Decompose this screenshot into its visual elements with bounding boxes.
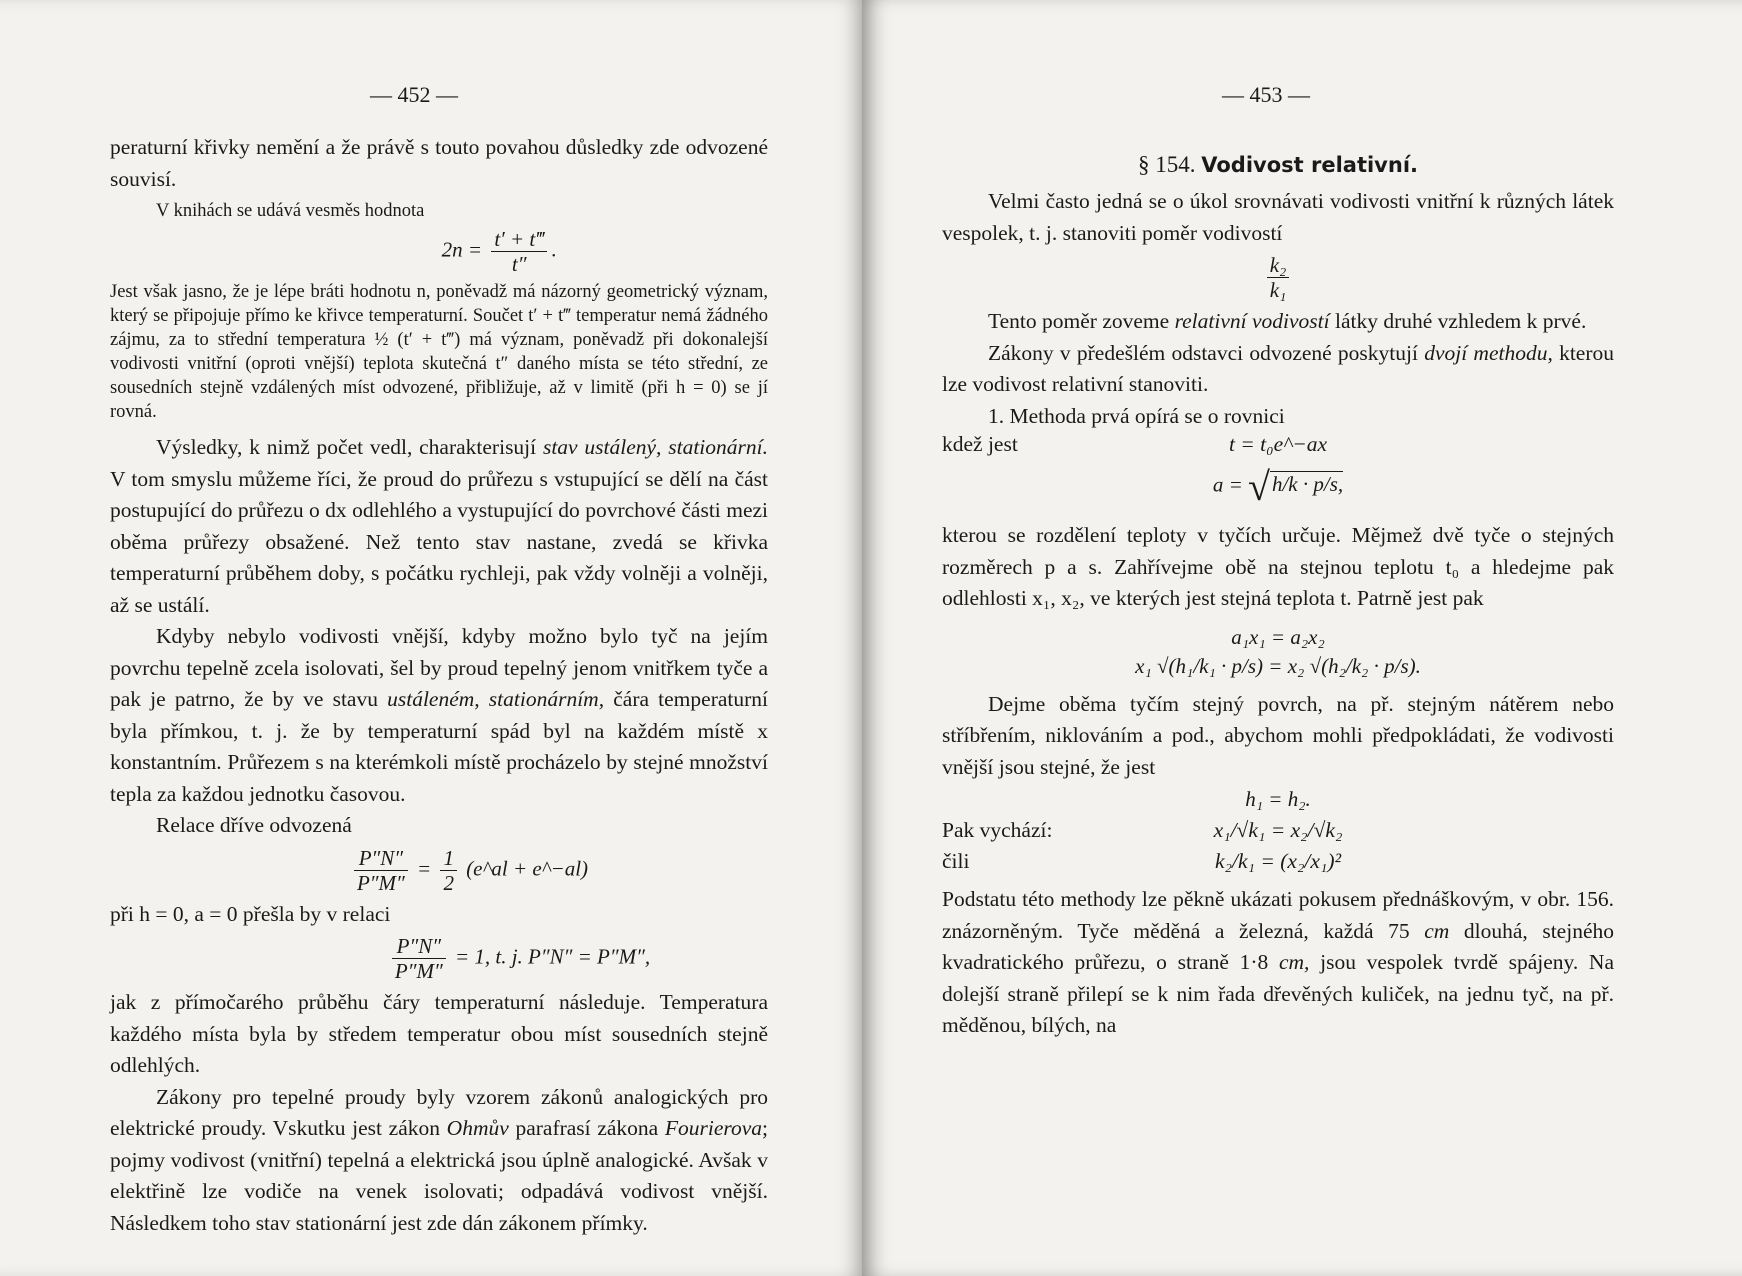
text: ; pojmy vodivost (vnitřní) tepelná a elektrická jsou úplně analogické. Avšak v elektřině lze vodiče na venek isolovati; odpadává vodivost vnější. Následkem toho stav stationární jest zde dán zákonem přímky. — [110, 1116, 768, 1235]
text: Pak vychází: — [942, 818, 1053, 842]
denominator: P″M″ — [356, 870, 405, 895]
paragraph: V knihách se udává vesměs hodnota — [156, 201, 425, 221]
numerator: t′ + t‴ — [491, 227, 547, 252]
numerator: 1 — [440, 846, 457, 871]
text: Zákony pro tepelné proudy byly vzorem zákonů analogických pro elektrické proudy. Vskutku jest zákon — [110, 1084, 768, 1140]
denominator: 2 — [443, 870, 454, 895]
numerator: k₂ — [1267, 253, 1290, 278]
numerator: P″N″ — [392, 934, 446, 959]
radicand: h/k · p/s, — [1271, 472, 1344, 497]
denominator: t″ — [511, 252, 527, 276]
italic-text: ustáleném, stationárním, — [387, 687, 605, 711]
equation — [170, 846, 768, 895]
paragraph: Jest však jasno, že je lépe bráti hodnotu n, poněvadž má názorný geometrický význam, který se připojuje přímo ke křivce temperaturní. Součet t′ + t‴ temperatur nemá žádného zájmu, za to střední temperatura ½ (t′ + t‴) má význam, poněvadž při dokonalejší vodivosti vnitřní (oproti vnější) teplota skutečná t″ daného místa se této střední, ze sousedních stejně vzdálených míst odvozené, přibližuje, až v limitě (při h = 0) se jí rovná. — [110, 282, 768, 422]
equation-rhs: = 1, t. j. P″N″ = P″M″, — [454, 944, 651, 969]
text: jsou vespolek tvrdě spájeny. Na dolejší straně přilepí se k nim řada dřevěných kuliček, na jednu tyč, na př. měděnou, bílých, na — [942, 950, 1614, 1037]
left-page — [0, 0, 862, 1276]
paragraph: Velmi často jedná se o úkol srovnávati vodivosti vnitřní k různých látek vespolek, t. j. stanoviti poměr vodivostí — [942, 189, 1614, 245]
equation-rhs: (e^al + e^−al) — [466, 855, 589, 880]
italic-text: Fourierova — [664, 1116, 763, 1140]
text: parafrasí zákona — [508, 1116, 665, 1140]
text: Výsledky, k nimž počet vedl, charakterisují — [156, 435, 543, 459]
text: kdež jest — [942, 432, 1018, 456]
fraction — [354, 846, 408, 895]
section-number: § 154. — [1138, 152, 1196, 177]
text: V tom smyslu můžeme říci, že proud do průřezu s vstupující se dělí na část postupující do průřezu o dx odlehlého a vystupující do povrchové části mezi oběma průřezy obsažené. Než tento stav nastane, zvedá se křivka temperaturní průběhem doby, s počátku rychleji, pak vždy volněji a volněji, až se ustálí. — [110, 466, 768, 617]
italic-text: dvojí methodu, — [1424, 340, 1553, 365]
text: Tento poměr zoveme — [988, 309, 1175, 333]
equation: k₂/k₁ = (x₂/x₁)² — [1214, 849, 1342, 873]
text: dlouhá, stejného kvadratického průřezu, o straně 1·8 — [942, 918, 1614, 974]
denominator: P″M″ — [394, 959, 443, 983]
equation: 2n = $\frac{t' + t‴}{t''}$ . — [441, 227, 557, 276]
text: Kdyby nebylo vodivosti vnější, kdyby možno bylo tyč na jejím povrchu tepelně zcela isolovati, šel by proud tepelný jenom vnitřkem tyče a pak je patrno, že by ve stavu — [110, 624, 768, 711]
page-number: — 452 — — [370, 82, 458, 107]
numerator: P″N″ — [354, 846, 408, 871]
section-heading — [942, 152, 1614, 178]
text: Zákony v předešlém odstavci odvozené poskytují — [988, 340, 1425, 365]
fraction — [1267, 253, 1290, 302]
right-text-column — [942, 152, 1614, 1042]
equation-row — [942, 818, 1614, 843]
text: čára temperaturní byla přímkou, t. j. že by temperaturní spád byl na každém místě x konstantním. Průřezem s na kterémkoli místě procházelo by stejné množství tepla za každou jednotku časovou. — [110, 687, 769, 806]
paragraph: Dejme oběma tyčím stejný povrch, na př. stejným nátěrem nebo stříbřením, niklováním a pod., abychom mohli předpokládati, že vodivosti vnější jsou stejné, že jest — [942, 691, 1614, 779]
fraction — [440, 846, 457, 895]
page-number: — 453 — — [1222, 82, 1310, 107]
text: čili — [942, 849, 970, 873]
paragraph: peraturní křivky nemění a že právě s touto povahou důsledky zde odvozené souvisí. — [110, 135, 768, 191]
paragraph: při h = 0, a = 0 přešla by v relaci — [110, 901, 391, 926]
text: Podstatu této methody lze pěkně ukázati pokusem přednáškovým, v obr. 156. znázorněným. Tyče měděná a železná, každá 75 — [942, 887, 1614, 943]
paragraph — [942, 338, 1614, 401]
equation: t = t₀e^−ax — [1228, 432, 1328, 456]
paragraph — [110, 432, 768, 621]
italic-text: cm — [1424, 918, 1450, 943]
equation: x₁ √(h₁/k₁ · p/s) = x₂ √(h₂/k₂ · p/s). — [1135, 653, 1421, 678]
equation: a₁x₁ = a₂x₂ — [1231, 624, 1325, 649]
right-page — [862, 0, 1742, 1276]
text: kterou lze vodivost relativní stanoviti. — [942, 340, 1614, 396]
equation: x₁/√k₁ = x₂/√k₂ — [1213, 818, 1343, 842]
equals-sign: = — [417, 855, 432, 880]
paragraph — [110, 621, 768, 810]
paragraph: kterou se rozdělení teploty v tyčích určuje. Mějmež dvě tyče o stejných rozměrech p a s. Zahřívejme obě na stejnou teplotu t₀ a hledejme pak odlehlosti x₁, x₂, ve kterých jest stejná teplota t. Patrně jest pak — [942, 523, 1614, 610]
paragraph: jak z přímočarého průběhu čáry temperaturní následuje. Temperatura každého místa byla by středem temperatur obou míst sousedních stejně odlehlých. — [110, 990, 768, 1077]
italic-text: Ohmův — [446, 1116, 509, 1140]
equation — [942, 253, 1614, 302]
paragraph: 1. Methoda prvá opírá se o rovnici — [988, 403, 1285, 428]
italic-text: cm, — [1278, 950, 1310, 974]
equation: h₁ = h₂. — [1245, 787, 1311, 811]
equation-lhs: a = — [1212, 472, 1243, 497]
paragraph — [110, 1082, 768, 1240]
italic-text: relativní vodivostí — [1174, 309, 1330, 333]
text: látky druhé vzhledem k prvé. — [1329, 309, 1587, 333]
equation: a = √h/k · p/s, — [1212, 464, 1344, 509]
italic-text: stav ustálený, stationární. — [542, 435, 768, 459]
fraction — [491, 227, 547, 276]
fraction — [392, 934, 446, 983]
denominator: k₁ — [1269, 278, 1287, 302]
paragraph — [942, 306, 1614, 338]
equation-row — [942, 849, 1614, 874]
equation-row — [942, 432, 1614, 457]
paragraph: Relace dříve odvozená — [156, 813, 352, 837]
left-text-column — [110, 132, 768, 1239]
section-title: Vodivost relativní. — [1201, 153, 1418, 177]
equation — [270, 934, 768, 983]
paragraph — [942, 884, 1614, 1042]
equation-lhs: 2n = — [441, 237, 483, 262]
